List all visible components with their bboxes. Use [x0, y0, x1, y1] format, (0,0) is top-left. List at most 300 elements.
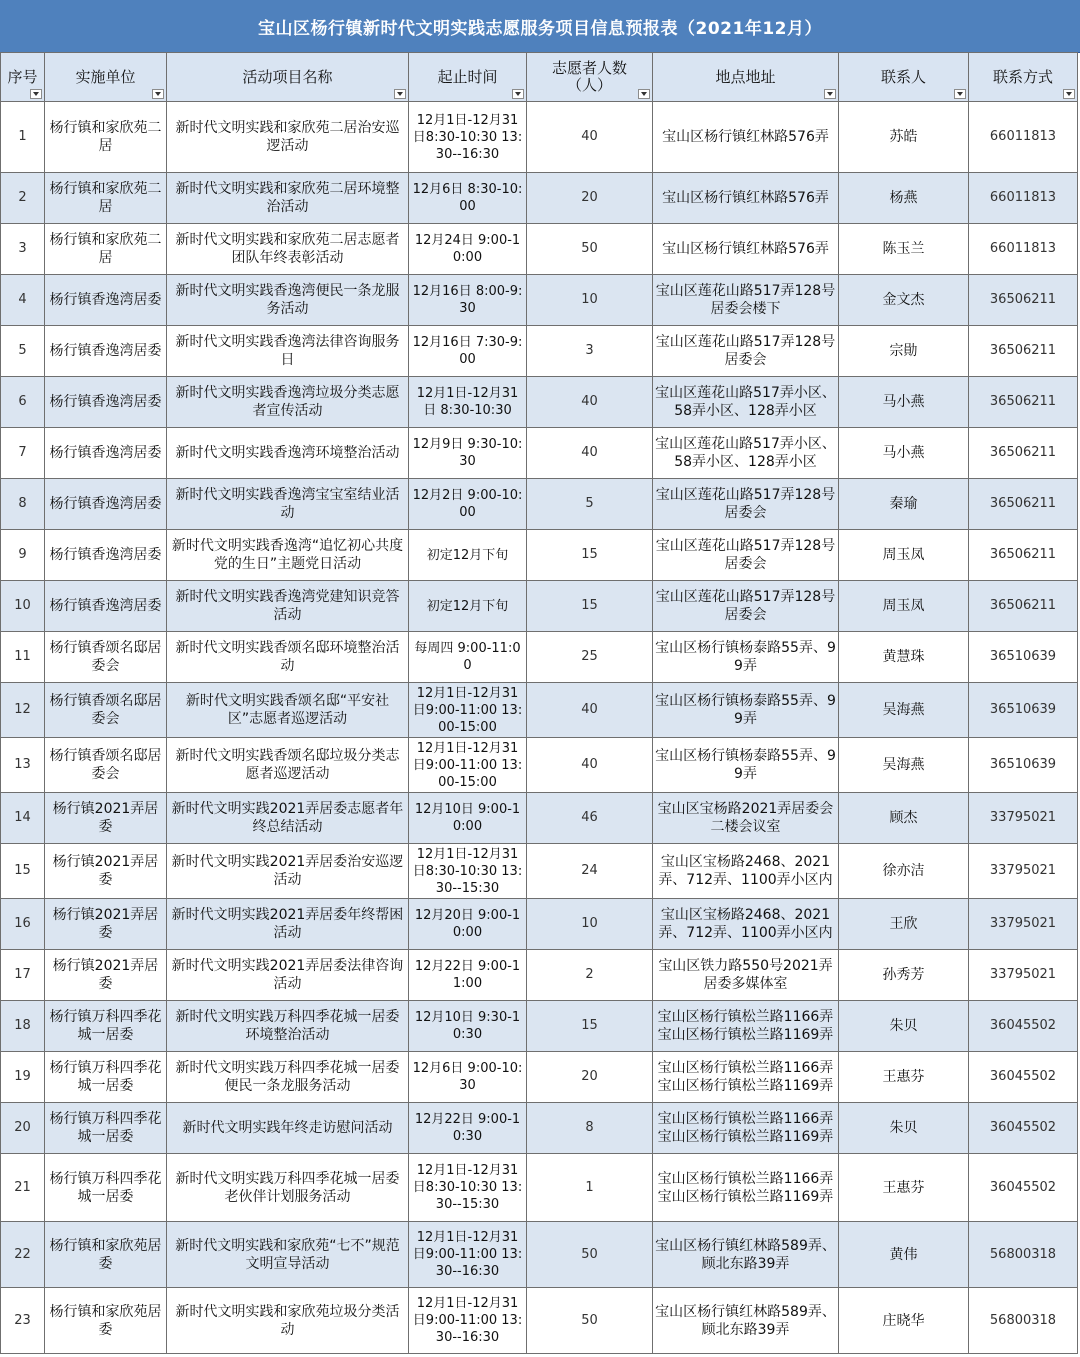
cell-index-text: 2	[18, 190, 27, 205]
cell-phone-text: 36510639	[989, 702, 1057, 717]
cell-contact-person	[839, 326, 969, 377]
cell-phone	[969, 326, 1078, 377]
cell-address	[653, 1222, 839, 1288]
table-row	[1, 950, 1078, 1001]
cell-address-text: 宝山区莲花山路517弄128号居委会	[655, 487, 836, 521]
cell-volunteer-count-text: 40	[581, 757, 598, 772]
cell-index-text: 19	[14, 1069, 31, 1084]
cell-index	[1, 632, 45, 683]
cell-time-text: 12月9日 9:30-10:30	[412, 437, 523, 469]
cell-time	[409, 844, 527, 899]
cell-index-text: 12	[14, 702, 31, 717]
cell-index-text: 9	[18, 547, 27, 562]
cell-index	[1, 428, 45, 479]
cell-address-text: 宝山区莲花山路517弄128号居委会	[655, 589, 836, 623]
column-header-label: 起止时间	[437, 67, 498, 86]
cell-unit	[45, 326, 167, 377]
cell-volunteer-count	[527, 275, 653, 326]
cell-index	[1, 377, 45, 428]
cell-unit	[45, 275, 167, 326]
cell-volunteer-count-text: 3	[585, 343, 594, 358]
cell-phone	[969, 1103, 1078, 1154]
cell-project-name	[167, 950, 409, 1001]
cell-phone-text: 33795021	[989, 967, 1057, 982]
cell-index	[1, 950, 45, 1001]
cell-address-text: 宝山区杨行镇松兰路1166弄 宝山区杨行镇松兰路1169弄	[657, 1009, 834, 1043]
cell-address-text: 宝山区莲花山路517弄128号居委会楼下	[655, 283, 836, 317]
cell-index-text: 7	[18, 445, 27, 460]
cell-phone-text: 36045502	[989, 1120, 1057, 1135]
filter-dropdown-icon[interactable]	[152, 89, 164, 99]
cell-index	[1, 683, 45, 738]
filter-dropdown-icon[interactable]	[954, 89, 966, 99]
table-row	[1, 377, 1078, 428]
cell-project-name-text: 新时代文明实践年终走访慰问活动	[182, 1120, 393, 1136]
cell-contact-person-text: 王欣	[889, 916, 918, 932]
cell-time-text: 12月10日 9:00-10:00	[414, 802, 521, 834]
cell-project-name-text: 新时代文明实践香逸湾党建知识竞答活动	[175, 589, 400, 623]
cell-address	[653, 738, 839, 793]
cell-address-text: 宝山区杨行镇红林路576弄	[662, 190, 829, 206]
filter-dropdown-icon[interactable]	[512, 89, 524, 99]
cell-contact-person-text: 周玉凤	[882, 547, 925, 563]
cell-phone-text: 36510639	[989, 757, 1057, 772]
cell-project-name-text: 新时代文明实践香颂名邸垃圾分类志愿者巡逻活动	[175, 748, 400, 782]
cell-address	[653, 899, 839, 950]
cell-time-text: 12月1日-12月31日9:00-11:00 13:00-15:00	[412, 685, 523, 735]
cell-unit-text: 杨行镇万科四季花城一居委	[49, 1111, 162, 1145]
cell-project-name-text: 新时代文明实践香逸湾便民一条龙服务活动	[175, 283, 400, 317]
cell-index-text: 3	[18, 241, 27, 256]
cell-index-text: 17	[14, 967, 31, 982]
cell-unit	[45, 1154, 167, 1222]
cell-unit	[45, 1052, 167, 1103]
cell-index-text: 14	[14, 810, 31, 825]
cell-project-name	[167, 428, 409, 479]
table-row	[1, 1103, 1078, 1154]
cell-project-name-text: 新时代文明实践香逸湾宝宝室结业活动	[175, 487, 400, 521]
cell-phone	[969, 950, 1078, 1001]
cell-time	[409, 1052, 527, 1103]
cell-contact-person-text: 马小燕	[882, 445, 925, 461]
cell-unit	[45, 1288, 167, 1354]
cell-contact-person-text: 顾杰	[889, 810, 918, 826]
cell-project-name	[167, 1154, 409, 1222]
cell-address-text: 宝山区铁力路550号2021弄居委多媒体室	[658, 958, 833, 992]
cell-phone-text: 36506211	[989, 445, 1057, 460]
cell-address-text: 宝山区杨行镇红林路589弄、顾北东路39弄	[655, 1303, 836, 1338]
cell-unit	[45, 530, 167, 581]
cell-contact-person	[839, 102, 969, 173]
cell-unit	[45, 102, 167, 173]
cell-volunteer-count-text: 24	[581, 863, 598, 878]
cell-volunteer-count	[527, 1288, 653, 1354]
cell-address	[653, 224, 839, 275]
cell-unit-text: 杨行镇2021弄居委	[52, 801, 159, 835]
cell-volunteer-count	[527, 1052, 653, 1103]
cell-project-name	[167, 844, 409, 899]
cell-unit-text: 杨行镇2021弄居委	[52, 854, 159, 888]
cell-phone	[969, 793, 1078, 844]
cell-unit-text: 杨行镇香逸湾居委	[49, 292, 162, 308]
cell-contact-person	[839, 275, 969, 326]
cell-unit	[45, 224, 167, 275]
cell-contact-person-text: 黄伟	[889, 1246, 918, 1263]
cell-phone-text: 36506211	[989, 292, 1057, 307]
cell-address-text: 宝山区莲花山路517弄小区、58弄小区、128弄小区	[655, 385, 836, 419]
cell-time-text: 初定12月下旬	[426, 547, 509, 563]
cell-contact-person	[839, 683, 969, 738]
cell-time-text: 12月6日 8:30-10:00	[412, 182, 523, 214]
cell-unit	[45, 173, 167, 224]
cell-phone	[969, 377, 1078, 428]
cell-index-text: 21	[14, 1179, 31, 1195]
table-row	[1, 581, 1078, 632]
table-row	[1, 530, 1078, 581]
cell-time-text: 12月1日-12月31日8:30-10:30 13:30--15:30	[412, 846, 523, 896]
cell-unit-text: 杨行镇香颂名邸居委会	[49, 693, 162, 727]
cell-address-text: 宝山区莲花山路517弄128号居委会	[655, 538, 836, 572]
cell-volunteer-count	[527, 844, 653, 899]
cell-address-text: 宝山区杨行镇松兰路1166弄 宝山区杨行镇松兰路1169弄	[657, 1170, 834, 1205]
cell-contact-person	[839, 844, 969, 899]
cell-index	[1, 1052, 45, 1103]
cell-time	[409, 581, 527, 632]
cell-phone	[969, 428, 1078, 479]
cell-unit-text: 杨行镇和家欣苑二居	[49, 181, 162, 215]
cell-volunteer-count-text: 15	[581, 1018, 598, 1033]
cell-unit-text: 杨行镇香逸湾居委	[49, 445, 162, 461]
table-row	[1, 793, 1078, 844]
cell-index-text: 22	[14, 1246, 31, 1262]
cell-project-name	[167, 738, 409, 793]
cell-contact-person	[839, 899, 969, 950]
cell-address-text: 宝山区宝杨路2468、2021弄、712弄、1100弄小区内	[658, 907, 833, 941]
cell-address	[653, 793, 839, 844]
cell-address	[653, 377, 839, 428]
cell-unit	[45, 1103, 167, 1154]
cell-phone	[969, 479, 1078, 530]
cell-address	[653, 326, 839, 377]
cell-time-text: 初定12月下旬	[426, 598, 509, 614]
cell-unit-text: 杨行镇2021弄居委	[52, 907, 159, 941]
cell-contact-person-text: 宗勛	[889, 343, 918, 359]
column-header-label: 地点地址	[715, 67, 776, 86]
filter-dropdown-icon[interactable]	[638, 89, 650, 99]
header-row	[1, 53, 1078, 102]
cell-volunteer-count-text: 10	[581, 292, 598, 307]
cell-contact-person-text: 吴海燕	[882, 702, 925, 718]
cell-address-text: 宝山区杨行镇杨泰路55弄、99弄	[655, 693, 836, 727]
cell-phone-text: 36045502	[989, 1018, 1057, 1033]
cell-project-name-text: 新时代文明实践万科四季花城一居委便民一条龙服务活动	[175, 1060, 400, 1094]
cell-phone	[969, 1052, 1078, 1103]
cell-volunteer-count	[527, 173, 653, 224]
cell-phone-text: 36506211	[989, 394, 1057, 409]
cell-phone-text: 56800318	[989, 1312, 1057, 1328]
cell-unit-text: 杨行镇和家欣苑居委	[49, 1237, 162, 1272]
table-row	[1, 844, 1078, 899]
cell-contact-person	[839, 1288, 969, 1354]
column-header-address	[653, 53, 839, 102]
cell-phone	[969, 632, 1078, 683]
cell-volunteer-count-text: 40	[581, 445, 598, 460]
cell-index-text: 11	[14, 649, 31, 664]
cell-phone-text: 56800318	[989, 1246, 1057, 1262]
cell-unit	[45, 377, 167, 428]
cell-volunteer-count	[527, 530, 653, 581]
cell-index	[1, 530, 45, 581]
cell-project-name-text: 新时代文明实践香颂名邸环境整治活动	[175, 640, 400, 674]
cell-time-text: 12月1日-12月31日9:00-11:00 13:00-15:00	[412, 740, 523, 790]
cell-unit-text: 杨行镇和家欣苑二居	[49, 232, 162, 266]
cell-address-text: 宝山区杨行镇红林路589弄、顾北东路39弄	[655, 1237, 836, 1272]
cell-index-text: 13	[14, 757, 31, 772]
cell-volunteer-count-text: 1	[585, 1179, 594, 1195]
cell-phone-text: 36045502	[989, 1069, 1057, 1084]
cell-address	[653, 102, 839, 173]
cell-address-text: 宝山区莲花山路517弄128号居委会	[655, 334, 836, 368]
cell-contact-person-text: 王惠芬	[882, 1069, 925, 1085]
cell-contact-person	[839, 793, 969, 844]
cell-contact-person-text: 庄晓华	[882, 1312, 925, 1329]
cell-time	[409, 683, 527, 738]
cell-time	[409, 1103, 527, 1154]
cell-volunteer-count	[527, 428, 653, 479]
cell-unit	[45, 793, 167, 844]
cell-volunteer-count-text: 20	[581, 190, 598, 205]
cell-index-text: 8	[18, 496, 27, 511]
cell-contact-person-text: 周玉凤	[882, 598, 925, 614]
cell-index	[1, 793, 45, 844]
cell-phone	[969, 224, 1078, 275]
cell-project-name	[167, 899, 409, 950]
cell-address-text: 宝山区杨行镇杨泰路55弄、99弄	[655, 748, 836, 782]
cell-unit-text: 杨行镇香颂名邸居委会	[49, 748, 162, 782]
cell-volunteer-count-text: 8	[585, 1120, 594, 1135]
cell-time-text: 12月1日-12月31日8:30-10:30 13:30--16:30	[412, 112, 523, 162]
cell-time	[409, 1222, 527, 1288]
cell-phone	[969, 1288, 1078, 1354]
cell-phone	[969, 275, 1078, 326]
table-row	[1, 738, 1078, 793]
column-header-contact-person	[839, 53, 969, 102]
cell-volunteer-count	[527, 738, 653, 793]
cell-unit	[45, 950, 167, 1001]
cell-address	[653, 1154, 839, 1222]
cell-time-text: 12月24日 9:00-10:00	[414, 233, 521, 265]
cell-time-text: 12月22日 9:00-10:30	[414, 1112, 521, 1144]
cell-volunteer-count	[527, 377, 653, 428]
cell-contact-person	[839, 428, 969, 479]
cell-phone	[969, 738, 1078, 793]
cell-unit-text: 杨行镇2021弄居委	[52, 958, 159, 992]
cell-time-text: 12月1日-12月31日9:00-11:00 13:30--16:30	[412, 1296, 523, 1345]
cell-volunteer-count	[527, 1103, 653, 1154]
cell-phone	[969, 530, 1078, 581]
table-row	[1, 1288, 1078, 1354]
table-row	[1, 1052, 1078, 1103]
cell-project-name	[167, 1052, 409, 1103]
cell-index	[1, 224, 45, 275]
cell-index-text: 10	[14, 598, 31, 613]
cell-address	[653, 173, 839, 224]
cell-project-name	[167, 224, 409, 275]
cell-index	[1, 1222, 45, 1288]
cell-phone-text: 36506211	[989, 343, 1057, 358]
cell-time	[409, 632, 527, 683]
cell-address-text: 宝山区杨行镇松兰路1166弄 宝山区杨行镇松兰路1169弄	[657, 1060, 834, 1094]
cell-index-text: 5	[18, 343, 27, 358]
cell-contact-person	[839, 1103, 969, 1154]
cell-phone-text: 66011813	[989, 190, 1057, 205]
cell-time	[409, 738, 527, 793]
table-row	[1, 173, 1078, 224]
cell-time	[409, 1001, 527, 1052]
cell-unit-text: 杨行镇香逸湾居委	[49, 547, 162, 563]
cell-contact-person-text: 王惠芬	[882, 1179, 925, 1196]
cell-time-text: 12月16日 7:30-9:00	[412, 335, 523, 367]
cell-project-name-text: 新时代文明实践和家欣苑二居治安巡逻活动	[175, 120, 400, 154]
table-title: 宝山区杨行镇新时代文明实践志愿服务项目信息预报表（2021年12月）	[258, 18, 822, 39]
cell-index	[1, 1103, 45, 1154]
cell-volunteer-count	[527, 326, 653, 377]
cell-time	[409, 479, 527, 530]
cell-project-name	[167, 581, 409, 632]
cell-time	[409, 1154, 527, 1222]
filter-dropdown-icon[interactable]	[30, 89, 42, 99]
cell-unit-text: 杨行镇和家欣苑居委	[49, 1303, 162, 1338]
cell-volunteer-count-text: 5	[585, 496, 594, 511]
cell-project-name-text: 新时代文明实践和家欣苑二居环境整治活动	[175, 181, 400, 215]
filter-dropdown-icon[interactable]	[394, 89, 406, 99]
cell-phone-text: 33795021	[989, 810, 1057, 825]
cell-contact-person-text: 金文杰	[882, 292, 925, 308]
cell-volunteer-count-text: 40	[581, 702, 598, 717]
cell-volunteer-count	[527, 581, 653, 632]
cell-project-name-text: 新时代文明实践万科四季花城一居委老伙伴计划服务活动	[175, 1170, 400, 1205]
cell-volunteer-count-text: 40	[581, 129, 598, 144]
cell-phone-text: 66011813	[989, 129, 1057, 144]
column-header-label: 实施单位	[75, 67, 136, 86]
column-header-volunteer-count	[527, 53, 653, 102]
cell-address	[653, 632, 839, 683]
cell-project-name	[167, 479, 409, 530]
cell-phone	[969, 1222, 1078, 1288]
cell-index	[1, 844, 45, 899]
column-header-label: 志愿者人数（人）	[551, 59, 627, 94]
cell-address	[653, 1103, 839, 1154]
cell-time-text: 12月6日 9:00-10:30	[412, 1061, 523, 1093]
cell-contact-person	[839, 377, 969, 428]
cell-index	[1, 479, 45, 530]
column-header-phone	[969, 53, 1078, 102]
cell-project-name	[167, 275, 409, 326]
cell-phone-text: 33795021	[989, 863, 1057, 878]
cell-phone-text: 66011813	[989, 241, 1057, 256]
cell-volunteer-count	[527, 224, 653, 275]
cell-phone-text: 36506211	[989, 547, 1057, 562]
cell-time	[409, 173, 527, 224]
cell-project-name	[167, 1288, 409, 1354]
cell-address	[653, 530, 839, 581]
cell-address	[653, 275, 839, 326]
cell-phone	[969, 581, 1078, 632]
cell-address-text: 宝山区莲花山路517弄小区、58弄小区、128弄小区	[655, 436, 836, 470]
filter-dropdown-icon[interactable]	[1063, 89, 1075, 99]
cell-time-text: 12月20日 9:00-10:00	[414, 908, 521, 940]
cell-volunteer-count	[527, 1154, 653, 1222]
cell-index	[1, 1001, 45, 1052]
cell-time	[409, 950, 527, 1001]
cell-project-name-text: 新时代文明实践2021弄居委志愿者年终总结活动	[171, 801, 404, 835]
cell-time	[409, 102, 527, 173]
cell-volunteer-count-text: 2	[585, 967, 594, 982]
cell-contact-person	[839, 1154, 969, 1222]
cell-project-name-text: 新时代文明实践和家欣苑二居志愿者团队年终表彰活动	[175, 232, 400, 266]
cell-project-name	[167, 1222, 409, 1288]
cell-index	[1, 326, 45, 377]
cell-project-name-text: 新时代文明实践香逸湾“追忆初心共度党的生日”主题党日活动	[171, 538, 404, 572]
cell-contact-person-text: 朱贝	[889, 1018, 918, 1034]
cell-address	[653, 479, 839, 530]
cell-project-name-text: 新时代文明实践和家欣苑垃圾分类活动	[175, 1303, 400, 1338]
cell-address	[653, 683, 839, 738]
cell-project-name-text: 新时代文明实践2021弄居委治安巡逻活动	[171, 854, 404, 888]
cell-contact-person-text: 朱贝	[889, 1120, 918, 1136]
cell-contact-person	[839, 1222, 969, 1288]
cell-unit	[45, 1001, 167, 1052]
cell-volunteer-count	[527, 632, 653, 683]
cell-project-name	[167, 793, 409, 844]
cell-volunteer-count	[527, 950, 653, 1001]
cell-project-name	[167, 1103, 409, 1154]
cell-unit	[45, 632, 167, 683]
filter-dropdown-icon[interactable]	[824, 89, 836, 99]
cell-time	[409, 326, 527, 377]
cell-project-name-text: 新时代文明实践和家欣苑“七不”规范文明宣导活动	[175, 1237, 400, 1272]
cell-project-name	[167, 632, 409, 683]
cell-project-name-text: 新时代文明实践香逸湾环境整治活动	[175, 445, 400, 461]
cell-volunteer-count-text: 15	[581, 547, 598, 562]
column-header-time	[409, 53, 527, 102]
cell-phone	[969, 173, 1078, 224]
cell-address	[653, 1288, 839, 1354]
cell-time-text: 每周四 9:00-11:00	[414, 641, 521, 673]
table-row	[1, 899, 1078, 950]
cell-contact-person-text: 秦瑜	[889, 496, 918, 512]
cell-time	[409, 377, 527, 428]
cell-project-name-text: 新时代文明实践万科四季花城一居委环境整治活动	[175, 1009, 400, 1043]
cell-contact-person	[839, 632, 969, 683]
table-row	[1, 1001, 1078, 1052]
cell-phone	[969, 683, 1078, 738]
cell-volunteer-count	[527, 683, 653, 738]
cell-phone	[969, 899, 1078, 950]
cell-unit	[45, 683, 167, 738]
table-row	[1, 683, 1078, 738]
table-row	[1, 479, 1078, 530]
cell-contact-person	[839, 950, 969, 1001]
cell-time	[409, 530, 527, 581]
cell-volunteer-count	[527, 899, 653, 950]
cell-time-text: 12月1日-12月31日8:30-10:30 13:30--15:30	[412, 1163, 523, 1212]
cell-time	[409, 275, 527, 326]
cell-index	[1, 173, 45, 224]
cell-phone-text: 36510639	[989, 649, 1057, 664]
cell-volunteer-count	[527, 479, 653, 530]
cell-time-text: 12月1日-12月31日9:00-11:00 13:30--16:30	[412, 1230, 523, 1279]
